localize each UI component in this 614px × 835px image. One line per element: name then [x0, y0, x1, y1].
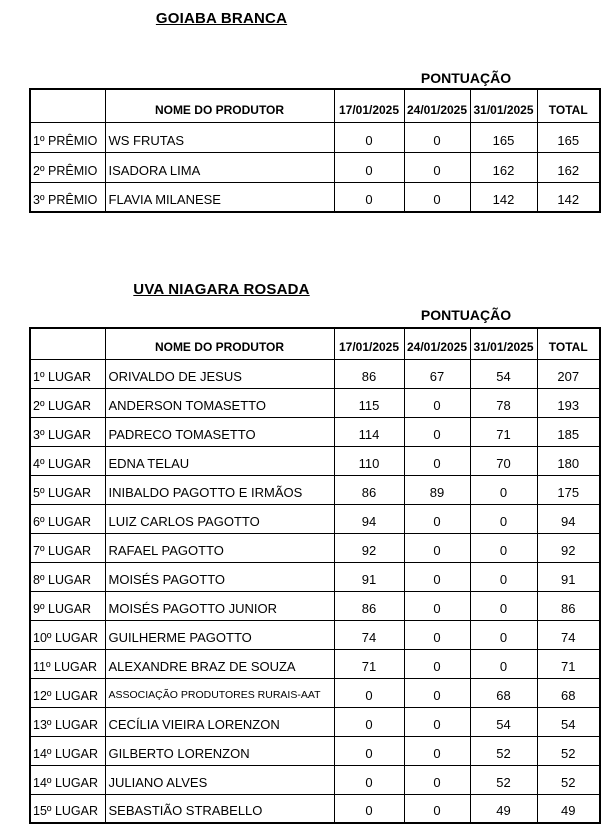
- producer-name-cell: GUILHERME PAGOTTO: [105, 620, 334, 649]
- header-producer-name: NOME DO PRODUTOR: [105, 328, 334, 359]
- producer-name-cell: PADRECO TOMASETTO: [105, 417, 334, 446]
- total-cell: 52: [537, 736, 600, 765]
- total-cell: 165: [537, 122, 600, 152]
- rank-cell: 6º LUGAR: [30, 504, 105, 533]
- score-cell-3: 71: [470, 417, 537, 446]
- producer-name-cell: MOISÉS PAGOTTO JUNIOR: [105, 591, 334, 620]
- header-date-1: 17/01/2025: [334, 89, 404, 122]
- rank-cell: 10º LUGAR: [30, 620, 105, 649]
- rank-cell: 5º LUGAR: [30, 475, 105, 504]
- total-cell: 175: [537, 475, 600, 504]
- score-cell-2: 0: [404, 707, 470, 736]
- score-cell-2: 0: [404, 417, 470, 446]
- table-row: [30, 649, 600, 678]
- score-cell-3: 0: [470, 475, 537, 504]
- table-row: [30, 475, 600, 504]
- producer-name-cell: EDNA TELAU: [105, 446, 334, 475]
- total-cell: 92: [537, 533, 600, 562]
- table-row: [30, 388, 600, 417]
- section-title-uva-niagara-rosada: UVA NIAGARA ROSADA: [133, 281, 310, 298]
- score-cell-2: 0: [404, 765, 470, 794]
- score-cell-3: 0: [470, 591, 537, 620]
- table-row: [30, 765, 600, 794]
- table-row: [30, 707, 600, 736]
- score-cell-2: 0: [404, 182, 470, 212]
- producer-name-cell: ISADORA LIMA: [105, 152, 334, 182]
- score-cell-1: 110: [334, 446, 404, 475]
- score-cell-1: 0: [334, 122, 404, 152]
- table-row: [30, 794, 600, 823]
- score-cell-2: 67: [404, 359, 470, 388]
- score-cell-2: 0: [404, 678, 470, 707]
- producer-name-cell: GILBERTO LORENZON: [105, 736, 334, 765]
- rank-cell: 4º LUGAR: [30, 446, 105, 475]
- producer-name-cell: FLAVIA MILANESE: [105, 182, 334, 212]
- producer-name-cell: ANDERSON TOMASETTO: [105, 388, 334, 417]
- producer-name-cell: WS FRUTAS: [105, 122, 334, 152]
- table-row: [30, 182, 600, 212]
- total-cell: 162: [537, 152, 600, 182]
- rank-cell: 2º LUGAR: [30, 388, 105, 417]
- score-cell-1: 0: [334, 736, 404, 765]
- uva-niagara-rosada-table: [29, 327, 601, 824]
- score-cell-1: 0: [334, 707, 404, 736]
- table-row: [30, 591, 600, 620]
- score-cell-1: 0: [334, 678, 404, 707]
- score-cell-1: 94: [334, 504, 404, 533]
- uva-header-row: [30, 328, 600, 359]
- score-cell-3: 0: [470, 504, 537, 533]
- score-cell-2: 0: [404, 649, 470, 678]
- header-date-1: 17/01/2025: [334, 328, 404, 359]
- score-cell-2: 0: [404, 562, 470, 591]
- score-cell-3: 0: [470, 649, 537, 678]
- table-row: [30, 417, 600, 446]
- score-cell-1: 0: [334, 182, 404, 212]
- section-title-goiaba-branca: GOIABA BRANCA: [155, 10, 288, 27]
- score-cell-3: 49: [470, 794, 537, 823]
- score-cell-1: 0: [334, 152, 404, 182]
- producer-name-cell: JULIANO ALVES: [105, 765, 334, 794]
- total-cell: 49: [537, 794, 600, 823]
- header-rank-blank: [30, 89, 105, 122]
- table-row: [30, 678, 600, 707]
- score-cell-2: 0: [404, 388, 470, 417]
- score-cell-1: 0: [334, 765, 404, 794]
- score-cell-3: 68: [470, 678, 537, 707]
- score-cell-3: 142: [470, 182, 537, 212]
- producer-name-cell: LUIZ CARLOS PAGOTTO: [105, 504, 334, 533]
- score-cell-1: 74: [334, 620, 404, 649]
- header-date-2: 24/01/2025: [404, 89, 470, 122]
- score-cell-3: 165: [470, 122, 537, 152]
- header-producer-name: NOME DO PRODUTOR: [105, 89, 334, 122]
- rank-cell: 7º LUGAR: [30, 533, 105, 562]
- score-cell-1: 0: [334, 794, 404, 823]
- rank-cell: 8º LUGAR: [30, 562, 105, 591]
- producer-name-cell: INIBALDO PAGOTTO E IRMÃOS: [105, 475, 334, 504]
- table-row: [30, 446, 600, 475]
- table-row: [30, 504, 600, 533]
- header-date-3: 31/01/2025: [470, 328, 537, 359]
- producer-name-cell: RAFAEL PAGOTTO: [105, 533, 334, 562]
- rank-cell: 1º LUGAR: [30, 359, 105, 388]
- header-date-3: 31/01/2025: [470, 89, 537, 122]
- table-row: [30, 562, 600, 591]
- goiaba-table-body: [30, 122, 600, 212]
- total-cell: 74: [537, 620, 600, 649]
- score-cell-2: 0: [404, 504, 470, 533]
- score-cell-2: 0: [404, 620, 470, 649]
- rank-cell: 11º LUGAR: [30, 649, 105, 678]
- score-cell-2: 0: [404, 794, 470, 823]
- total-cell: 142: [537, 182, 600, 212]
- total-cell: 185: [537, 417, 600, 446]
- rank-cell: 9º LUGAR: [30, 591, 105, 620]
- table-row: [30, 533, 600, 562]
- header-total: TOTAL: [537, 89, 600, 122]
- total-cell: 91: [537, 562, 600, 591]
- producer-name-cell: SEBASTIÃO STRABELLO: [105, 794, 334, 823]
- pontuacao-label-goiaba: PONTUAÇÃO: [420, 70, 512, 86]
- score-cell-3: 54: [470, 359, 537, 388]
- score-cell-3: 0: [470, 562, 537, 591]
- pontuacao-label-uva: PONTUAÇÃO: [420, 307, 512, 323]
- score-cell-2: 0: [404, 152, 470, 182]
- producer-name-cell: MOISÉS PAGOTTO: [105, 562, 334, 591]
- total-cell: 71: [537, 649, 600, 678]
- score-cell-1: 86: [334, 475, 404, 504]
- producer-name-cell: ALEXANDRE BRAZ DE SOUZA: [105, 649, 334, 678]
- header-total: TOTAL: [537, 328, 600, 359]
- table-row: [30, 736, 600, 765]
- score-cell-3: 0: [470, 533, 537, 562]
- score-cell-3: 52: [470, 736, 537, 765]
- rank-cell: 3º LUGAR: [30, 417, 105, 446]
- score-cell-1: 86: [334, 591, 404, 620]
- score-cell-1: 92: [334, 533, 404, 562]
- table-row: [30, 359, 600, 388]
- rank-cell: 14º LUGAR: [30, 765, 105, 794]
- score-cell-1: 86: [334, 359, 404, 388]
- score-cell-3: 162: [470, 152, 537, 182]
- rank-cell: 15º LUGAR: [30, 794, 105, 823]
- total-cell: 54: [537, 707, 600, 736]
- score-cell-3: 70: [470, 446, 537, 475]
- producer-name-cell: CECÍLIA VIEIRA LORENZON: [105, 707, 334, 736]
- uva-table-body: [30, 359, 600, 823]
- score-cell-3: 0: [470, 620, 537, 649]
- table-row: [30, 620, 600, 649]
- score-cell-2: 0: [404, 122, 470, 152]
- rank-cell: 3º PRÊMIO: [30, 182, 105, 212]
- rank-cell: 12º LUGAR: [30, 678, 105, 707]
- total-cell: 86: [537, 591, 600, 620]
- rank-cell: 13º LUGAR: [30, 707, 105, 736]
- score-cell-1: 91: [334, 562, 404, 591]
- total-cell: 207: [537, 359, 600, 388]
- producer-name-cell: ASSOCIAÇÃO PRODUTORES RURAIS-AAT: [105, 678, 334, 707]
- score-cell-1: 71: [334, 649, 404, 678]
- score-cell-2: 0: [404, 446, 470, 475]
- score-cell-3: 54: [470, 707, 537, 736]
- header-rank-blank: [30, 328, 105, 359]
- table-row: [30, 152, 600, 182]
- score-cell-1: 115: [334, 388, 404, 417]
- total-cell: 94: [537, 504, 600, 533]
- score-cell-2: 0: [404, 591, 470, 620]
- score-cell-2: 89: [404, 475, 470, 504]
- goiaba-header-row: [30, 89, 600, 122]
- header-date-2: 24/01/2025: [404, 328, 470, 359]
- rank-cell: 1º PRÊMIO: [30, 122, 105, 152]
- score-cell-2: 0: [404, 533, 470, 562]
- total-cell: 52: [537, 765, 600, 794]
- score-cell-1: 114: [334, 417, 404, 446]
- score-cell-2: 0: [404, 736, 470, 765]
- score-cell-3: 52: [470, 765, 537, 794]
- producer-name-cell: ORIVALDO DE JESUS: [105, 359, 334, 388]
- total-cell: 193: [537, 388, 600, 417]
- total-cell: 68: [537, 678, 600, 707]
- rank-cell: 2º PRÊMIO: [30, 152, 105, 182]
- score-cell-3: 78: [470, 388, 537, 417]
- rank-cell: 14º LUGAR: [30, 736, 105, 765]
- goiaba-branca-table: [29, 88, 601, 213]
- table-row: [30, 122, 600, 152]
- total-cell: 180: [537, 446, 600, 475]
